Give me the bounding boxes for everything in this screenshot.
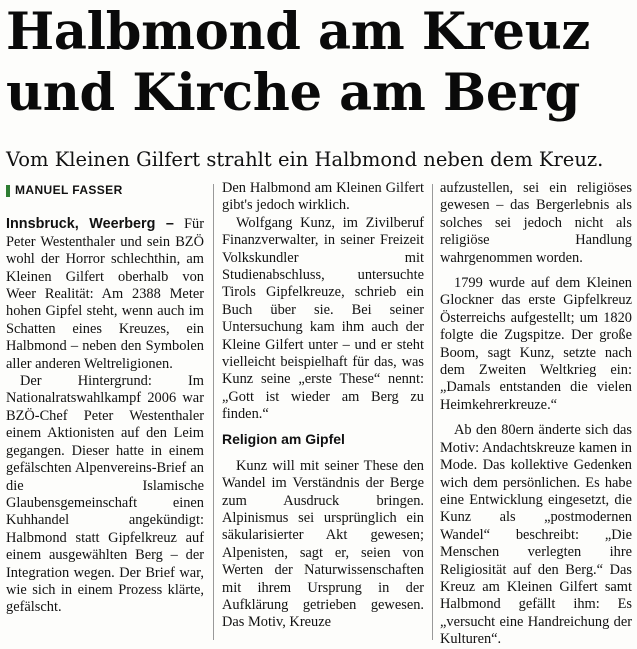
paragraph: Der Hintergrund: Im Nationalratswahlkampf 2006 war BZÖ-Chef Peter Westenthaler einem Aktionisten auf den Leim gegangen. Dieser hatte in einem gefälschten Alpenvereins-Brief an die Islamische Glaubensgemeinschaft einen Kuhhandel angekündigt: Halbmond statt Gipfelkreuz auf einem ausgewählten Berg – der Integration wegen. Der Brief war, wie sich in einem Prozess klärte, gefälscht. xyxy=(6,373,204,616)
paragraph: aufzustellen, sei ein religiöses gewesen – das Bergerlebnis als solches sei jedoch nicht als religiöse Handlung wahrgenommen worden. xyxy=(440,180,632,266)
paragraph: Ab den 80ern änderte sich das Motiv: Andachtskreuze kamen in Mode. Das kollektive Gedenken wich dem persönlichen. Es habe eine Entwicklung eingesetzt, die Kunz als „postmodernen Wandel“ beschreibt: „Die Menschen verlegten ihre Religiosität auf den Berg.“ Das Kreuz am Kleinen Gilfert samt Halbmond gefällt ihm: Es „versucht eine Handreichung der Kulturen“. xyxy=(440,422,632,648)
column-divider xyxy=(432,184,433,640)
column-divider xyxy=(213,184,214,640)
byline-marker xyxy=(6,185,10,197)
headline-line-1: Halbmond am Kreuz xyxy=(6,2,591,62)
column-1 xyxy=(6,180,204,617)
author-name: MANUEL FASSER xyxy=(15,183,123,197)
dateline: Innsbruck, Weerberg – xyxy=(6,216,174,233)
paragraph: 1799 wurde auf dem Kleinen Glockner das erste Gipfelkreuz Österreichs aufgestellt; um 1820 folgte die Zugspitze. Der große Boom, sagt Kunz, setzte nach dem Zweiten Weltkrieg ein: „Damals entstanden die vielen Heimkehrerkreuze.“ xyxy=(440,275,632,413)
byline xyxy=(6,182,204,199)
paragraph-text: Für Peter Westenthaler und sein BZÖ wohl der Horror schlechthin, am Kleinen Gilfert oberhalb von Weer Realität: Am 2388 Meter hohen Gipfel steht, wenn auch im Schatten eines Kreuzes, ein Halbmond – neben den Symbolen aller anderen Weltreligionen. xyxy=(6,216,205,372)
paragraph: Kunz will mit seiner These den Wandel im Verständnis der Berge zum Ausdruck bringen. Alpinismus sei ursprünglich ein säkularisierter Akt gewesen; Alpenisten, sagt er, seien von Werten der Naturwissenschaften mit ihrem Ursprung in der Aufklärung getrieben gewesen. Das Motiv, Kreuze xyxy=(222,457,424,631)
paragraph: Wolfgang Kunz, im Zivilberuf Finanzverwalter, in seiner Freizeit Volkskundler mit Studienabschluss, untersuchte Tirols Gipfelkreuze, schrieb ein Buch über sie. Bei seiner Untersuchung kam ihm auch der Kleine Gilfert unter – und er steht vielleicht beispielhaft für das, was Kunz seine „erste These“ nennt: „Gott ist wieder am Berg zu finden.“ xyxy=(222,214,424,423)
column-2 xyxy=(222,180,424,632)
section-subtitle: Religion am Gipfel xyxy=(222,430,345,447)
column-3 xyxy=(440,180,632,649)
paragraph: Den Halbmond am Kleinen Gilfert gibt's jedoch wirklich. xyxy=(222,180,424,214)
subheadline: Vom Kleinen Gilfert strahlt ein Halbmond neben dem Kreuz. xyxy=(6,148,604,171)
paragraph xyxy=(6,216,204,373)
headline-line-2: und Kirche am Berg xyxy=(6,63,580,123)
article-body xyxy=(6,180,632,648)
headline xyxy=(6,2,634,124)
